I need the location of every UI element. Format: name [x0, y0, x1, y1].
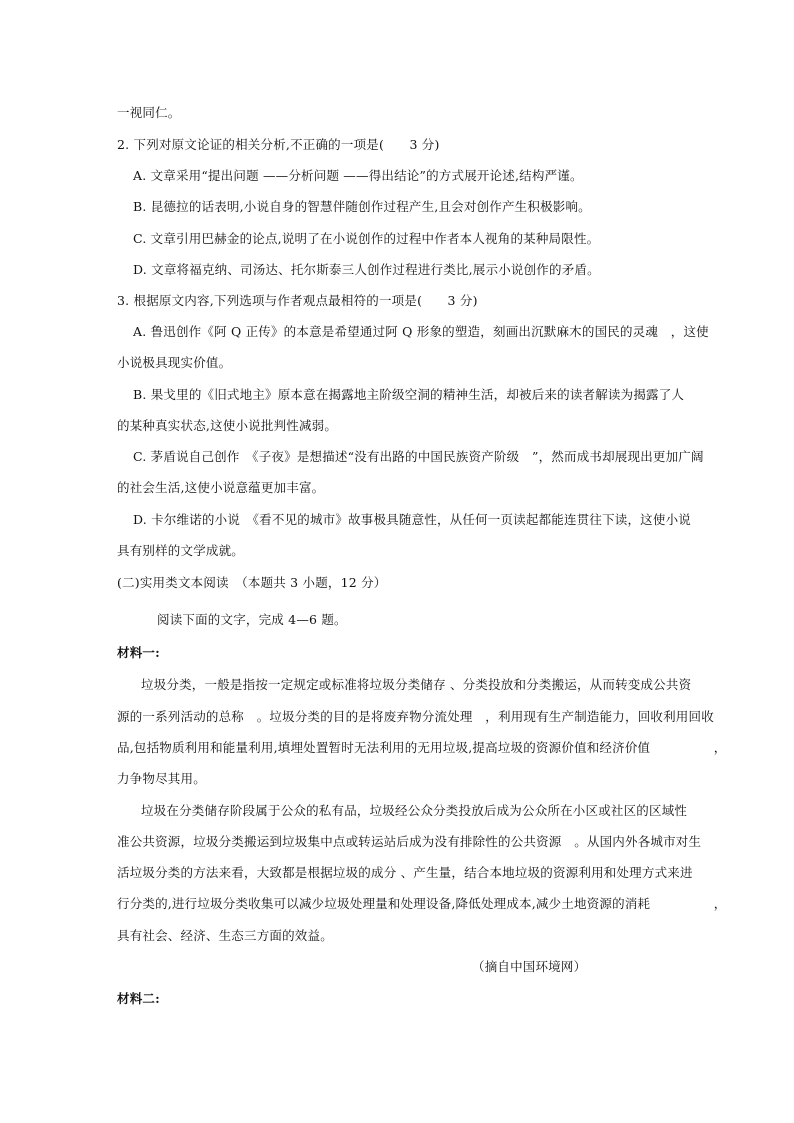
material-1-paragraph-1-line1: 垃圾分类，一般是指按一定规定或标准将垃圾分类储存 、分类投放和分类搬运，从而转变成公共资 — [141, 677, 692, 692]
question-3-option-c-line2: 的社会生活,这使小说意蕴更加丰富。 — [117, 480, 325, 495]
material-2-label: 材料二: — [117, 991, 160, 1006]
material-1-paragraph-2-line1: 垃圾在分类储存阶段属于公众的私有品，垃圾经公众分类投放后成为公众所在小区或社区的区域性 — [141, 803, 688, 818]
material-1-paragraph-2-line5: 具有社会、经济、生态三方面的效益。 — [117, 928, 333, 943]
material-1-label: 材料一: — [117, 645, 160, 660]
question-2-option-d: D. 文章将福克纳、司汤达、托尔斯泰三人创作过程进行类比,展示小说创作的矛盾。 — [133, 262, 600, 277]
material-1-paragraph-2-line3: 活垃圾分类的方法来看，大致都是根据垃圾的成分 、产生量，结合本地垃圾的资源利用和处理方式来进 — [117, 865, 693, 880]
question-2-option-c: C. 文章引用巴赫金的论点,说明了在小说创作的过程中作者本人视角的某种局限性。 — [133, 231, 600, 246]
question-3-option-d-line2: 具有别样的文学成就。 — [117, 543, 245, 558]
material-1-source: （摘自中国环境网） — [472, 959, 587, 974]
question-3-option-b-line1: B. 果戈里的《旧式地主》原本意在揭露地主阶级空洞的精神生活，却被后来的读者解读为揭露了人 — [133, 387, 685, 402]
question-3-option-a-line2: 小说极具现实价值。 — [117, 355, 232, 370]
material-1-paragraph-2-line2: 准公共资源，垃圾分类搬运到垃圾集中点或转运站后成为没有排除性的公共资源 。从国内外各城市对生 — [117, 834, 702, 849]
material-1-paragraph-1-line4: 力争物尽其用。 — [117, 771, 206, 786]
question-3-option-b-line2: 的某种真实状态,这使小说批判性减弱。 — [117, 418, 338, 433]
question-2-option-b: B. 昆德拉的话表明,小说自身的智慧伴随创作过程产生,且会对创作产生积极影响。 — [133, 199, 591, 214]
material-1-paragraph-2-line4: 行分类的,进行垃圾分类收集可以减少垃圾处理量和处理设备,降低处理成本,减少土地资源的消耗 ， — [117, 896, 727, 911]
text-line-continuation: 一视同仁。 — [117, 105, 181, 120]
question-3-option-a-line1: A. 鲁迅创作《阿 Q 正传》的本意是希望通过阿 Q 形象的塑造，刻画出沉默麻木的国民的灵魂 ，这使 — [133, 324, 709, 339]
reading-instruction: 阅读下面的文字，完成 4—6 题。 — [157, 612, 347, 627]
question-3-option-c-line1: C. 茅盾说自己创作 《子夜》是想描述“没有出路的中国民族资产阶级 ”，然而成书却展现出更加广阔 — [133, 449, 704, 464]
question-3-option-d-line1: D. 卡尔维诺的小说 《看不见的城市》故事极具随意性，从任何一页读起都能连贯往下读，这使小说 — [133, 512, 691, 527]
material-1-paragraph-1-line3: 品,包括物质利用和能量利用,填埋处置暂时无法利用的无用垃圾,提高垃圾的资源价值和经济价值 ， — [117, 740, 727, 755]
section-heading: (二)实用类文本阅读 （本题共 3 小题，12 分） — [117, 575, 387, 590]
question-2-stem: 2. 下列对原文论证的相关分析,不正确的一项是( 3 分) — [117, 137, 440, 152]
question-3-stem: 3. 根据原文内容,下列选项与作者观点最相符的一项是( 3 分) — [117, 293, 478, 308]
question-2-option-a: A. 文章采用“提出问题 ——分析问题 ——得出结论”的方式展开论述,结构严谨。 — [133, 168, 583, 183]
material-1-paragraph-1-line2: 源的一系列活动的总称 。垃圾分类的目的是将废弃物分流处理 ，利用现有生产制造能力，回收利用回收 — [117, 709, 714, 724]
